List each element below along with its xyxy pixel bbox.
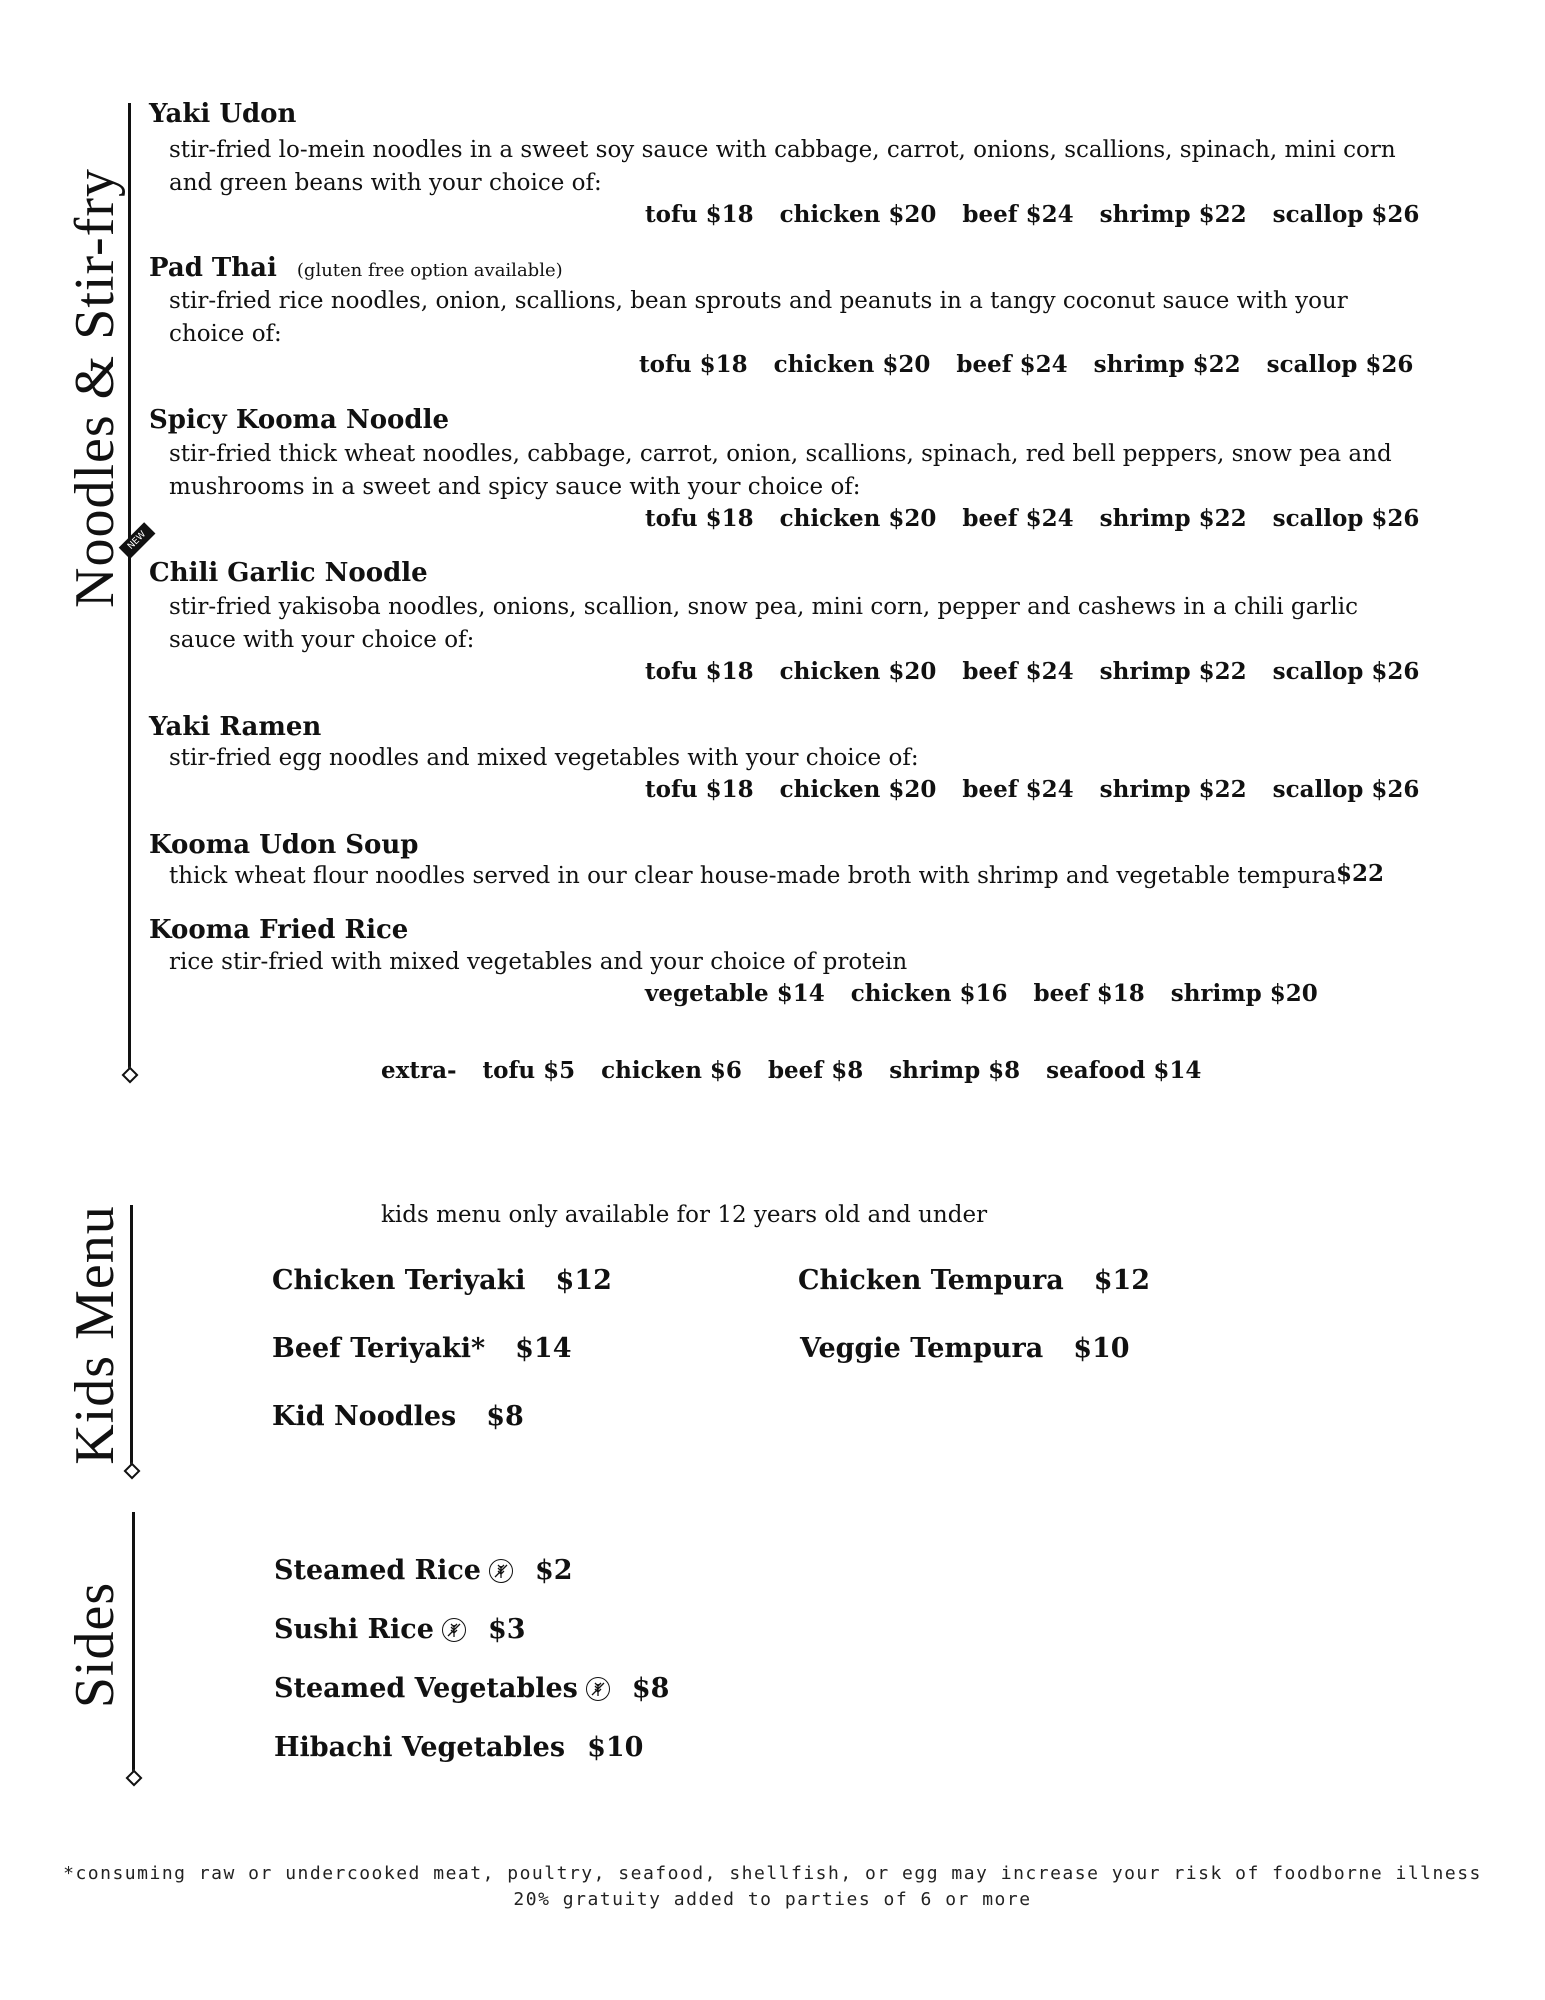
kids-menu-item bbox=[272, 1265, 612, 1296]
menu-item-desc: stir-fried yakisoba noodles, onions, scallion, snow pea, mini corn, pepper and cashews in a chili garlic sauce with your choice of: bbox=[169, 594, 1358, 653]
menu-item-title: Pad Thai bbox=[149, 253, 277, 283]
menu-item-desc: stir-fried thick wheat noodles, cabbage, carrot, onion, scallions, spinach, red bell peppers, snow pea and mushrooms in a sweet and spicy sauce with your choice of: bbox=[169, 441, 1392, 500]
price-option: beef $24 bbox=[962, 658, 1074, 685]
price-option: shrimp $22 bbox=[1099, 776, 1247, 803]
side-item-name: Hibachi Vegetables bbox=[274, 1732, 566, 1763]
side-item-price: $3 bbox=[487, 1614, 526, 1645]
price-option: tofu $18 bbox=[645, 201, 754, 228]
section-divider-end-noodles bbox=[122, 1067, 139, 1084]
extra-option: tofu $5 bbox=[482, 1057, 576, 1084]
kids-item-name: Kid Noodles bbox=[272, 1401, 457, 1432]
menu-item-desc: stir-fried lo-mein noodles in a sweet soy sauce with cabbage, carrot, onions, scallions, spinach, mini corn and green beans with your choice of: bbox=[169, 137, 1396, 196]
side-item-name: Steamed Rice bbox=[274, 1555, 481, 1586]
section-divider-sides bbox=[132, 1512, 135, 1777]
section-label-noodles: Noodles & Stir-fry bbox=[64, 168, 126, 608]
menu-item-prices bbox=[645, 776, 1445, 803]
side-item-name: Sushi Rice bbox=[274, 1614, 434, 1645]
new-badge: NEW bbox=[119, 522, 156, 559]
kids-item-name: Chicken Teriyaki bbox=[272, 1265, 526, 1296]
menu-item-name bbox=[149, 253, 563, 283]
menu-item-name: Kooma Fried Rice bbox=[149, 915, 409, 945]
extra-option: shrimp $8 bbox=[889, 1057, 1021, 1084]
menu-item-desc: stir-fried egg noodles and mixed vegetables with your choice of: bbox=[169, 745, 919, 771]
price-option: chicken $16 bbox=[850, 980, 1008, 1007]
menu-item-desc: stir-fried rice noodles, onion, scallions, bean sprouts and peanuts in a tangy coconut sauce with your choice of: bbox=[169, 288, 1348, 347]
price-option: shrimp $22 bbox=[1099, 201, 1247, 228]
menu-item-name: Kooma Udon Soup bbox=[149, 830, 419, 860]
menu-item-prices bbox=[639, 351, 1439, 378]
side-item bbox=[274, 1732, 643, 1763]
side-item-name: Steamed Vegetables bbox=[274, 1673, 578, 1704]
gluten-free-icon bbox=[489, 1559, 513, 1583]
price-option: tofu $18 bbox=[639, 351, 748, 378]
price-option: scallop $26 bbox=[1272, 658, 1420, 685]
menu-item-prices bbox=[645, 201, 1445, 228]
menu-item-prices bbox=[645, 980, 1344, 1007]
price-option: tofu $18 bbox=[645, 658, 754, 685]
section-divider-end-kids bbox=[124, 1463, 141, 1480]
extra-option: seafood $14 bbox=[1046, 1057, 1202, 1084]
menu-item-name: Spicy Kooma Noodle bbox=[149, 405, 449, 435]
price-option: chicken $20 bbox=[773, 351, 931, 378]
menu-item-note: (gluten free option available) bbox=[296, 260, 563, 281]
footer-gratuity: 20% gratuity added to parties of 6 or more bbox=[513, 1889, 1032, 1910]
kids-item-price: $12 bbox=[555, 1265, 612, 1296]
price-option: chicken $20 bbox=[779, 505, 937, 532]
section-divider-end-sides bbox=[126, 1770, 143, 1787]
section-divider-kids bbox=[130, 1205, 133, 1470]
section-label-kids: Kids Menu bbox=[64, 1205, 126, 1465]
price-option: scallop $26 bbox=[1266, 351, 1414, 378]
price-option: shrimp $22 bbox=[1093, 351, 1241, 378]
price-option: tofu $18 bbox=[645, 776, 754, 803]
gluten-free-icon bbox=[586, 1677, 610, 1701]
kids-item-price: $12 bbox=[1093, 1265, 1151, 1296]
kids-menu-item bbox=[272, 1333, 572, 1364]
price-option: scallop $26 bbox=[1272, 201, 1420, 228]
price-option: vegetable $14 bbox=[645, 980, 825, 1007]
section-label-sides: Sides bbox=[64, 1581, 126, 1709]
kids-menu-note: kids menu only available for 12 years old and under bbox=[381, 1202, 988, 1228]
price-option: chicken $20 bbox=[779, 776, 937, 803]
footer-disclaimer: *consuming raw or undercooked meat, poultry, seafood, shellfish, or egg may increase your risk of foodborne illness bbox=[63, 1863, 1482, 1884]
gluten-free-icon bbox=[442, 1618, 466, 1642]
menu-item-price: $22 bbox=[1336, 860, 1385, 887]
price-option: shrimp $22 bbox=[1099, 505, 1247, 532]
price-option: beef $24 bbox=[962, 201, 1074, 228]
price-option: tofu $18 bbox=[645, 505, 754, 532]
price-option: beef $24 bbox=[956, 351, 1068, 378]
side-item bbox=[274, 1555, 573, 1586]
side-item bbox=[274, 1673, 669, 1704]
price-option: scallop $26 bbox=[1272, 776, 1420, 803]
side-item-price: $10 bbox=[587, 1732, 644, 1763]
extras-row bbox=[381, 1057, 1227, 1084]
price-option: shrimp $20 bbox=[1170, 980, 1318, 1007]
kids-item-price: $14 bbox=[515, 1333, 572, 1364]
extra-option: beef $8 bbox=[767, 1057, 864, 1084]
kids-item-price: $10 bbox=[1073, 1333, 1130, 1364]
price-option: beef $24 bbox=[962, 776, 1074, 803]
price-option: beef $24 bbox=[962, 505, 1074, 532]
side-item bbox=[274, 1614, 526, 1645]
price-option: chicken $20 bbox=[779, 201, 937, 228]
extra-option: chicken $6 bbox=[601, 1057, 742, 1084]
side-item-price: $2 bbox=[534, 1555, 573, 1586]
kids-item-name: Veggie Tempura bbox=[800, 1333, 1044, 1364]
kids-menu-item bbox=[272, 1401, 524, 1432]
menu-item-name: Chili Garlic Noodle bbox=[149, 558, 428, 588]
section-divider-noodles bbox=[128, 103, 131, 1073]
menu-item-prices bbox=[645, 658, 1445, 685]
price-option: chicken $20 bbox=[779, 658, 937, 685]
price-option: beef $18 bbox=[1033, 980, 1145, 1007]
kids-menu-item bbox=[798, 1265, 1150, 1296]
kids-item-name: Beef Teriyaki* bbox=[272, 1333, 486, 1364]
kids-item-price: $8 bbox=[486, 1401, 524, 1432]
menu-item-desc: rice stir-fried with mixed vegetables and your choice of protein bbox=[169, 949, 908, 975]
price-option: scallop $26 bbox=[1272, 505, 1420, 532]
menu-item-name: Yaki Udon bbox=[149, 99, 297, 129]
menu-item-name: Yaki Ramen bbox=[149, 712, 322, 742]
menu-item-prices bbox=[645, 505, 1445, 532]
price-option: shrimp $22 bbox=[1099, 658, 1247, 685]
kids-item-name: Chicken Tempura bbox=[798, 1265, 1064, 1296]
extras-label: extra- bbox=[381, 1057, 457, 1084]
menu-item-desc: thick wheat flour noodles served in our clear house-made broth with shrimp and vegetable tempura bbox=[169, 863, 1337, 889]
kids-menu-item bbox=[800, 1333, 1130, 1364]
side-item-price: $8 bbox=[631, 1673, 670, 1704]
